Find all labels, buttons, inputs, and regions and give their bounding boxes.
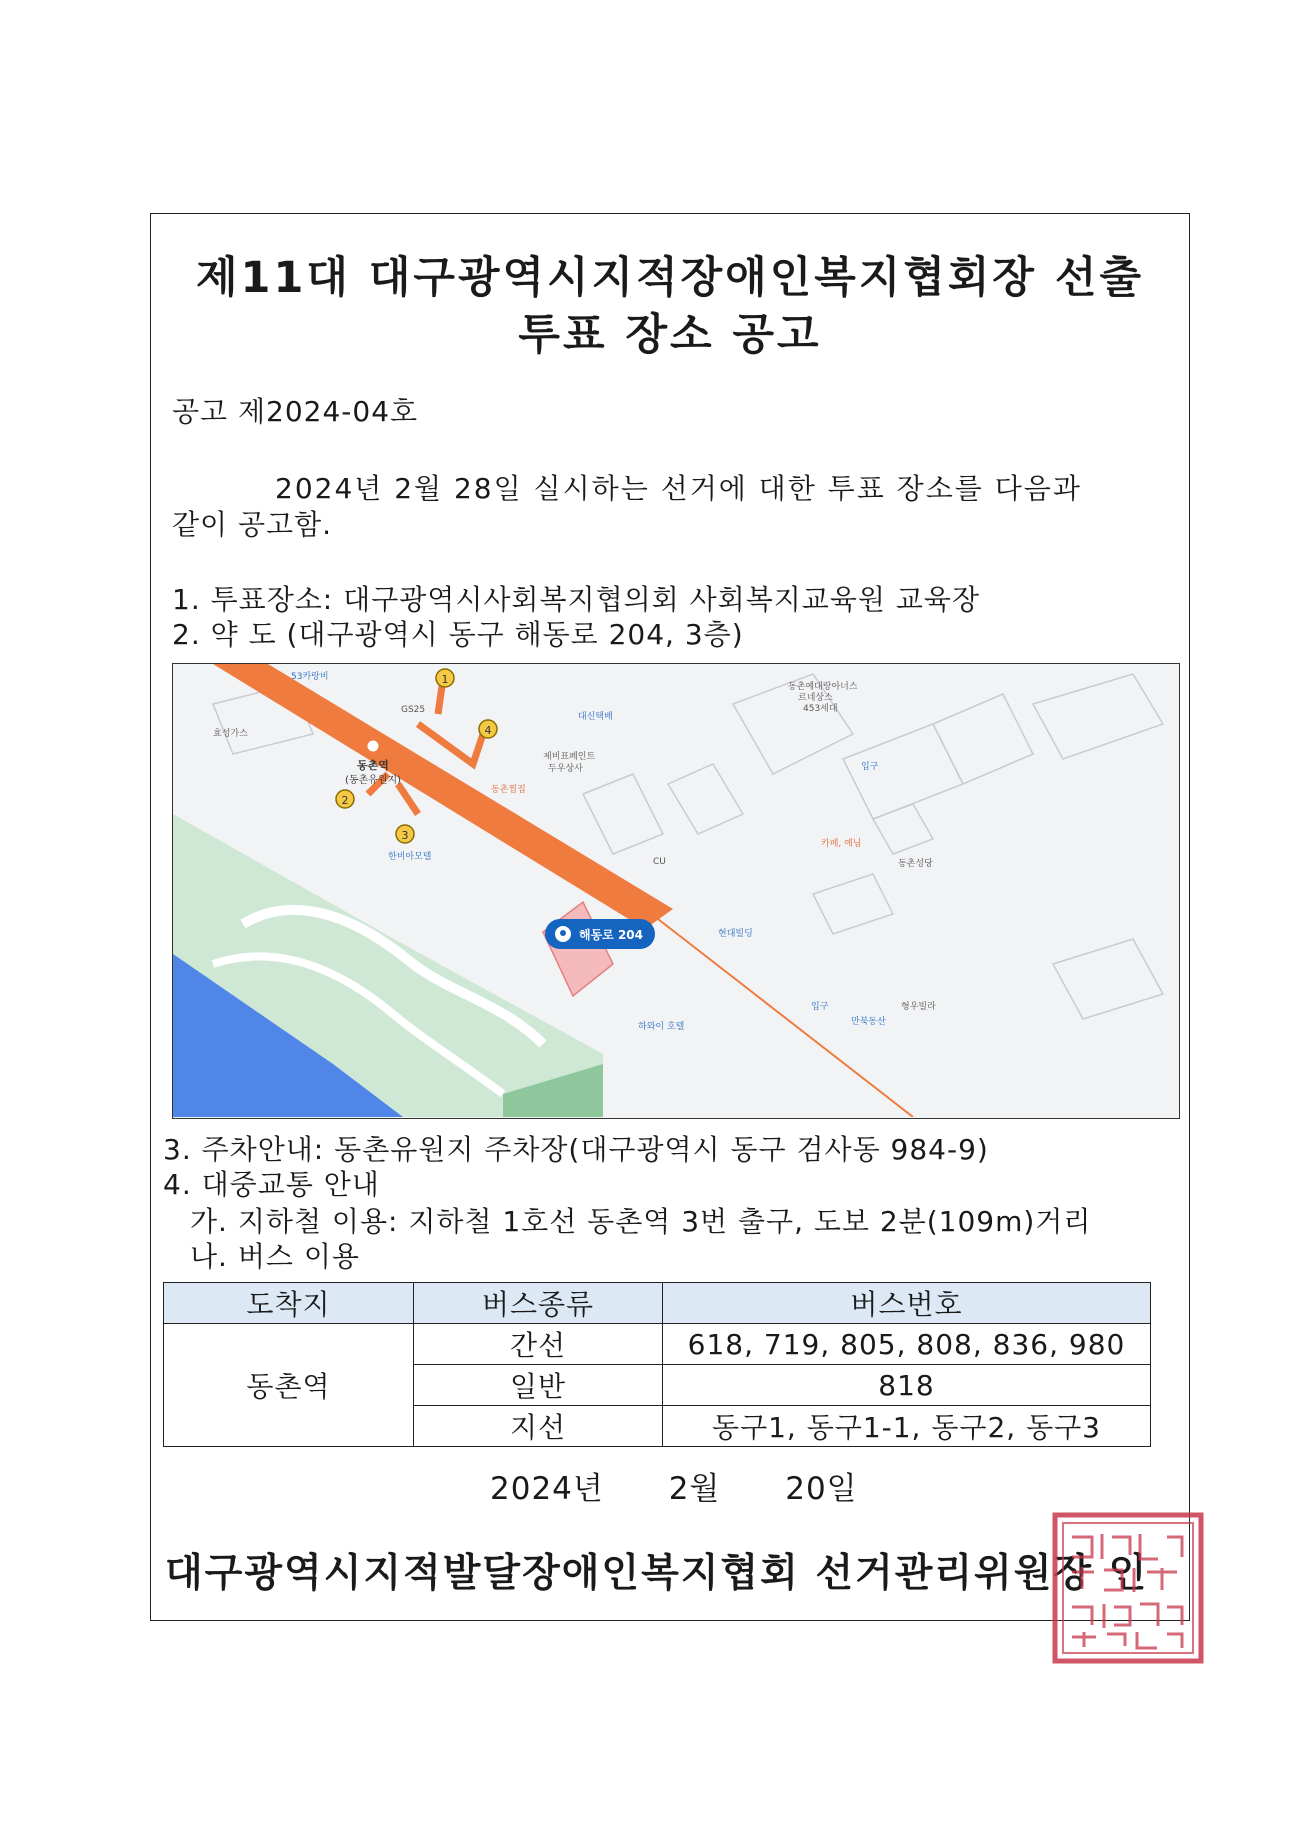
poi-hanbia: 한비아모텔 <box>388 852 432 862</box>
table-row <box>164 1324 1151 1365</box>
poi-daeshin: 대신택배 <box>578 712 613 722</box>
poi-hawaii-hotel: 하와이 호텔 <box>638 1022 685 1032</box>
date-year: 2024년 <box>490 1471 604 1507</box>
poi-cathedral: 동촌성당 <box>898 859 933 869</box>
bus-number-cell: 618, 719, 805, 808, 836, 980 <box>663 1324 1151 1365</box>
notice-title <box>150 250 1190 364</box>
poi-hyosung: 효성가스 <box>213 729 248 739</box>
station-label: 동촌역 <box>357 759 389 772</box>
item-parking: 3. 주차안내: 동촌유원지 주차장(대구광역시 동구 검사동 984-9) <box>163 1133 989 1166</box>
intro-line-2: 같이 공고함. <box>172 508 333 541</box>
item-voting-place: 1. 투표장소: 대구광역시사회복지협의회 사회복지교육원 교육장 <box>172 583 981 616</box>
location-map[interactable] <box>172 663 1180 1119</box>
bus-type-cell: 일반 <box>414 1365 663 1406</box>
date-month: 2월 <box>668 1471 721 1507</box>
poi-hyundai: 현대빌딩 <box>718 929 753 939</box>
item-subway: 가. 지하철 이용: 지하철 1호선 동촌역 3번 출구, 도보 2분(109m)거리 <box>190 1205 1092 1238</box>
header-destination: 도착지 <box>164 1283 414 1324</box>
poi-dongchon-jjim: 동촌찜집 <box>491 785 526 795</box>
bus-table-header <box>164 1283 1151 1324</box>
bus-table <box>163 1282 1151 1447</box>
destination-cell: 동촌역 <box>164 1324 414 1447</box>
title-line-1: 제11대 대구광역시지적장애인복지협회장 선출 <box>195 253 1144 303</box>
item-map-label: 2. 약 도 (대구광역시 동구 해동로 204, 3층) <box>172 618 744 651</box>
bus-type-cell: 지선 <box>414 1406 663 1447</box>
poi-cafe: 카페, 예님 <box>821 839 862 849</box>
bus-number-cell: 818 <box>663 1365 1151 1406</box>
header-bus-type: 버스종류 <box>414 1283 663 1324</box>
poi-jebi-sub: 두우상사 <box>548 764 583 774</box>
bus-type-cell: 간선 <box>414 1324 663 1365</box>
exit-2-label: 2 <box>341 794 349 807</box>
poi-apt: 동촌예대랑아너스 <box>788 682 858 692</box>
exit-3-label: 3 <box>401 829 409 842</box>
poi-entrance-2: 입구 <box>811 1002 829 1012</box>
signature-line: 대구광역시지적발달장애인복지협회 선거관리위원장 인 <box>165 1551 1149 1596</box>
title-line-2: 투표 장소 공고 <box>518 310 822 360</box>
poi-villa: 형우빌라 <box>901 1002 936 1012</box>
poi-entrance-1: 입구 <box>861 762 879 772</box>
poi-jebi: 제비표페인트 <box>543 752 596 762</box>
header-bus-number: 버스번호 <box>663 1283 1151 1324</box>
item-bus: 나. 버스 이용 <box>190 1240 360 1273</box>
poi-cu-label: CU <box>653 857 666 867</box>
poi-53: 53카랑비 <box>291 672 329 682</box>
item-transit: 4. 대중교통 안내 <box>163 1168 380 1201</box>
station-sub-label: (동촌유원지) <box>344 775 402 786</box>
notice-number: 공고 제2024-04호 <box>172 395 419 428</box>
poi-gs25: GS25 <box>401 705 426 715</box>
poi-bank: 만북동산 <box>851 1017 886 1027</box>
intro-line-1: 2024년 2월 28일 실시하는 선거에 대한 투표 장소를 다음과 <box>275 472 1082 505</box>
date-day: 20일 <box>785 1471 858 1507</box>
official-seal <box>1052 1512 1204 1664</box>
bus-number-cell: 동구1, 동구1-1, 동구2, 동구3 <box>663 1406 1151 1447</box>
poi-apt-sub: 르네상스 <box>798 693 833 703</box>
poi-apt-sub2: 453세대 <box>803 704 838 714</box>
pin-label: 해동로 204 <box>578 928 644 942</box>
exit-1-label: 1 <box>441 673 449 686</box>
exit-4-label: 4 <box>484 724 492 737</box>
notice-date <box>490 1463 912 1508</box>
